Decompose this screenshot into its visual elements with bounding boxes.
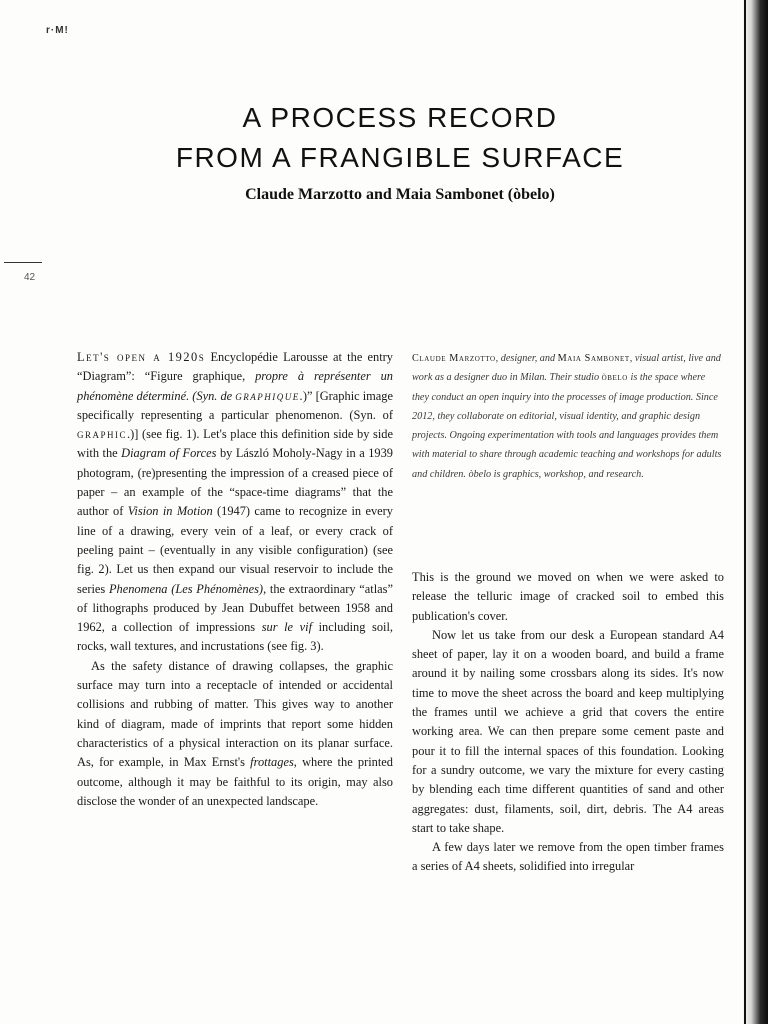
italic-span: propre à représenter un phénomène déterminé. (Syn. de xyxy=(77,369,393,403)
text-span: .)] (see fig. 1). Let's place this definition side by side with the xyxy=(77,427,393,461)
text-span: As the safety distance of drawing collapses, the graphic surface may turn into a receptacle of intended or accidental collisions and rubbing of matter. This gives way to another kind of diagram, made of imprints that report some hidden characteristics of a physical interaction on its planar surface. As, for example, in Max Ernst's xyxy=(77,658,393,770)
text-span: (1947) came to recognize in every line of a drawing, every vein of a leaf, or every crack of peeling paint – (eventually in any visible configuration) (see fig. 2). Let us then expand our visual reservoir to include the series xyxy=(77,504,394,596)
small-caps-span: graphique xyxy=(235,388,300,403)
bio-text: , designer, and xyxy=(495,353,558,364)
text-span: , the extraordinary “atlas” of lithographs produced by Jean Dubuffet between 1958 and 1962, a collection of impressions xyxy=(77,581,393,635)
bio-text: is the space where they conduct an open inquiry into the processes of image production. Since 2012, they collaborate on editorial, visual identity, and graphic design projects. Ongoing experimentation with tools and languages provides them with material to share through academic teaching and workshops for adults and children. òbelo is graphics, workshop, and research. xyxy=(412,372,722,480)
article-title xyxy=(0,98,768,178)
bio-text: , visual artist, live and work as a designer duo in Milan. Their studio xyxy=(412,353,721,384)
text-span: )” [Graphic image specifically representing a particular phenomenon. (Syn. of xyxy=(77,388,394,422)
left-paragraph-1 xyxy=(77,348,393,657)
left-paragraph-2 xyxy=(77,657,393,811)
italic-span: Phenomena (Les Phénomènes) xyxy=(108,581,264,596)
journal-mark: r·M! xyxy=(46,25,69,36)
bio-studio-name: òbelo xyxy=(601,372,628,384)
text-span: , where the printed outcome, although it may be faithful to its origin, may also disclose the wonder of an unexpected landscape. xyxy=(77,755,393,808)
italic-span: Diagram of Forces xyxy=(121,446,217,461)
right-text-column xyxy=(412,568,724,877)
italic-span: sur le vif xyxy=(261,620,313,635)
lead-in-small-caps: Let's open a 1920s xyxy=(77,350,206,364)
title-line-2: FROM A FRANGIBLE SURFACE xyxy=(175,142,625,173)
bio-name: Maia Sambonet xyxy=(557,353,630,364)
right-paragraph-1: This is the ground we moved on when we were asked to release the telluric image of cracked soil to embed this publication's cover. xyxy=(412,570,724,623)
article-authors: Claude Marzotto and Maia Sambonet (òbelo) xyxy=(245,186,555,203)
text-span: by László Moholy-Nagy in a 1939 photogram, (re)presenting the impression of a creased piece of paper – an example of the “space-time diagrams” that the author of xyxy=(77,446,393,519)
italic-span: . xyxy=(299,388,303,403)
right-paragraph-2: Now let us take from our desk a European standard A4 sheet of paper, lay it on a wooden board, and build a frame around it by nailing some crossbars along its sides. It's now time to move the sheet across the board and keep multiplying the frames until we achieve a grid that covers the entire working area. We can then prepare some cement paste and pour it to fill the internal spaces of this foundation. Looking for a sundry outcome, we vary the mixture for every casting by blending each time different quantities of sand and other aggregates: dust, filaments, soil, dirt, debris. The A4 areas start to take shape. xyxy=(412,627,724,835)
title-line-1: A PROCESS RECORD xyxy=(242,102,558,133)
author-bio-note xyxy=(412,349,724,484)
text-span: including soil, rocks, wall textures, and incrustations (see fig. 3). xyxy=(77,620,394,654)
page-number-rule xyxy=(4,262,42,263)
right-paragraph-3: A few days later we remove from the open timber frames a series of A4 sheets, solidified into irregular xyxy=(412,840,724,874)
text-span: Encyclopédie Larousse at the entry “Diagram”: “Figure graphique, xyxy=(77,350,393,384)
italic-span: frottages xyxy=(250,755,294,770)
bio-name: Claude Marzotto xyxy=(412,353,496,364)
page-number: 42 xyxy=(24,272,36,283)
italic-span: Vision in Motion xyxy=(127,504,213,519)
left-text-column xyxy=(77,348,393,811)
small-caps-span: graphic xyxy=(77,427,128,442)
